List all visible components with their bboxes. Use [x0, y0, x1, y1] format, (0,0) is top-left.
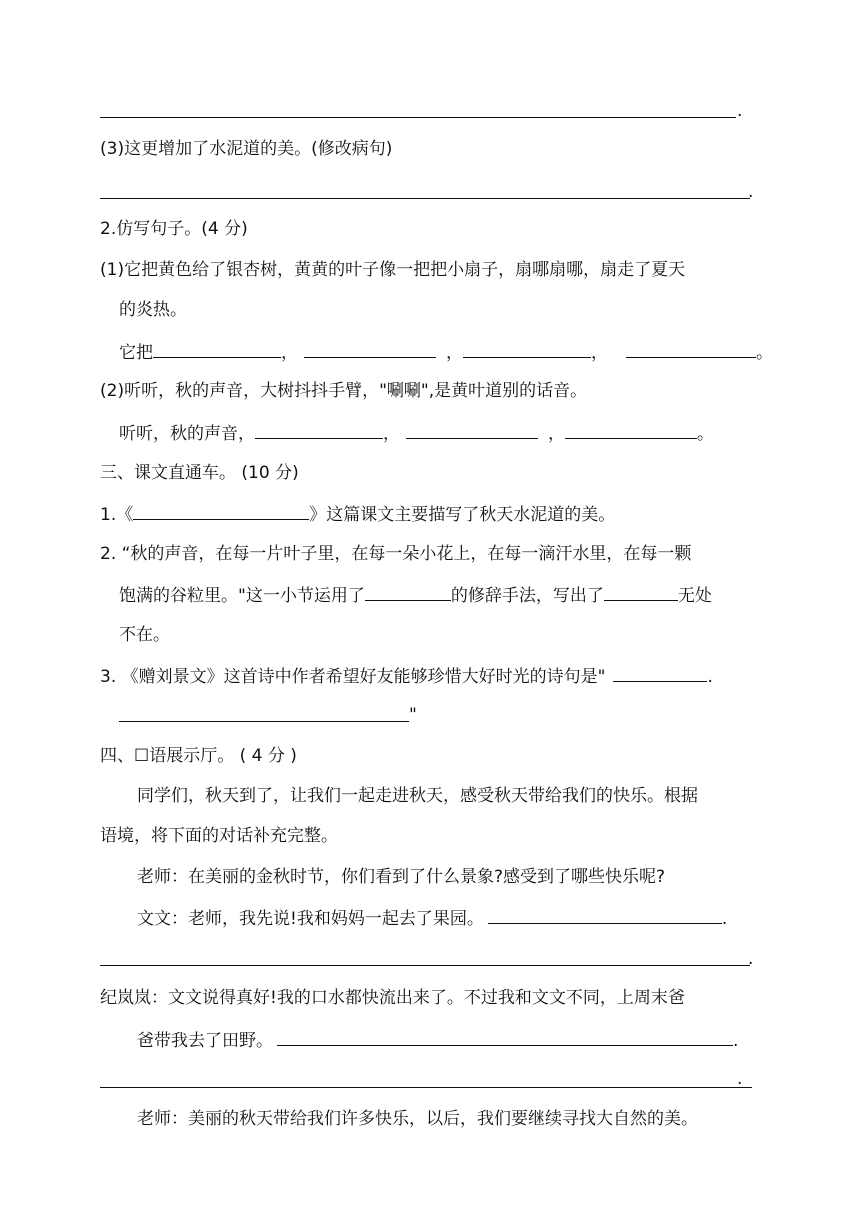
line-end-period: .: [737, 1069, 743, 1089]
line-end-period: .: [737, 101, 743, 121]
period: .: [707, 667, 713, 687]
period: .: [721, 909, 728, 929]
q1-prefix: 1.《: [100, 505, 134, 525]
item-2-fill-line: [119, 421, 714, 445]
answer-line[interactable]: [100, 965, 750, 966]
blank[interactable]: [153, 340, 281, 358]
jilan-line1: 纪岚岚：文文说得真好!我的口水都快流出来了。不过我和文文不同，上周末爸: [100, 988, 685, 1008]
section-4-intro-line2: 语境，将下面的对话补充完整。: [100, 826, 338, 846]
q2-text-c: 无处: [677, 586, 712, 606]
section-3-q2-line3: 不在。: [119, 625, 170, 645]
line-end-period: .: [748, 182, 754, 202]
answer-line[interactable]: [100, 1087, 752, 1088]
q2-text-b: 的修辞手法，写出了: [450, 586, 604, 606]
fill-prefix: 它把: [119, 343, 153, 363]
section-4-intro-line1: 同学们，秋天到了，让我们一起走进秋天，感受秋天带给我们的快乐。根据: [137, 786, 698, 806]
line-end-period: .: [748, 949, 754, 969]
item-1-text-line2: 的炎热。: [119, 300, 187, 320]
period: 。: [756, 343, 773, 363]
section-3-q2-line2: [119, 583, 712, 607]
jilan-text: 爸带我去了田野。: [137, 1031, 273, 1051]
blank[interactable]: [488, 906, 722, 924]
comma: ，: [383, 424, 400, 444]
wenwen-line: [137, 906, 727, 930]
comma: ，: [446, 343, 463, 363]
answer-line[interactable]: [100, 198, 750, 199]
item-2-text: (2)听听，秋的声音，大树抖抖手臂，"唰唰",是黄叶道别的话音。: [100, 381, 588, 401]
fill-prefix: 听听，秋的声音，: [119, 424, 255, 444]
blank[interactable]: [277, 1028, 733, 1046]
blank[interactable]: [604, 583, 678, 601]
comma: ，: [281, 343, 298, 363]
comma: ，: [548, 424, 565, 444]
q2-text-a: 饱满的谷粒里。"这一小节运用了: [119, 586, 365, 606]
blank[interactable]: [613, 664, 707, 682]
q1-suffix: 》这篇课文主要描写了秋天水泥道的美。: [309, 505, 616, 525]
jilan-line2: [137, 1028, 738, 1052]
comma: ，: [591, 343, 608, 363]
period: .: [733, 1031, 739, 1051]
item-1-fill-line: [119, 340, 773, 364]
wenwen-text: 文文：老师，我先说!我和妈妈一起去了果园。: [137, 909, 484, 929]
blank[interactable]: [133, 502, 309, 520]
blank[interactable]: [255, 421, 383, 439]
blank[interactable]: [406, 421, 538, 439]
section-3-q3-line1: [100, 664, 713, 688]
blank[interactable]: [626, 340, 756, 358]
answer-line[interactable]: [119, 721, 409, 722]
teacher-closing: 老师：美丽的秋天带给我们许多快乐，以后，我们要继续寻找大自然的美。: [137, 1109, 698, 1129]
section-3-q2-line1: 2. “秋的声音，在每一片叶子里，在每一朵小花上，在每一滴汗水里，在每一颗: [100, 544, 692, 564]
period: 。: [697, 424, 714, 444]
q3-text: 3. 《赠刘景文》这首诗中作者希望好友能够珍惜大好时光的诗句是": [100, 667, 606, 687]
item-1-text-line1: (1)它把黄色给了银杏树，黄黄的叶子像一把把小扇子，扇哪扇哪，扇走了夏天: [100, 260, 686, 280]
section-3-title: 三、课文直通车。 (10 分): [100, 463, 299, 483]
section-2-title: 2.仿写句子。(4 分): [100, 219, 248, 239]
blank[interactable]: [463, 340, 591, 358]
quote-end: ": [409, 705, 417, 725]
blank[interactable]: [565, 421, 697, 439]
blank[interactable]: [304, 340, 436, 358]
section-4-title: 四、☐语展示厅。 ( 4 分 ): [100, 746, 297, 766]
teacher-question: 老师：在美丽的金秋时节，你们看到了什么景象?感受到了哪些快乐呢?: [137, 867, 666, 887]
section-3-q1: [100, 502, 615, 526]
answer-line[interactable]: [100, 117, 736, 118]
question-1-3: (3)这更增加了水泥道的美。(修改病句): [100, 139, 393, 159]
blank[interactable]: [365, 583, 451, 601]
